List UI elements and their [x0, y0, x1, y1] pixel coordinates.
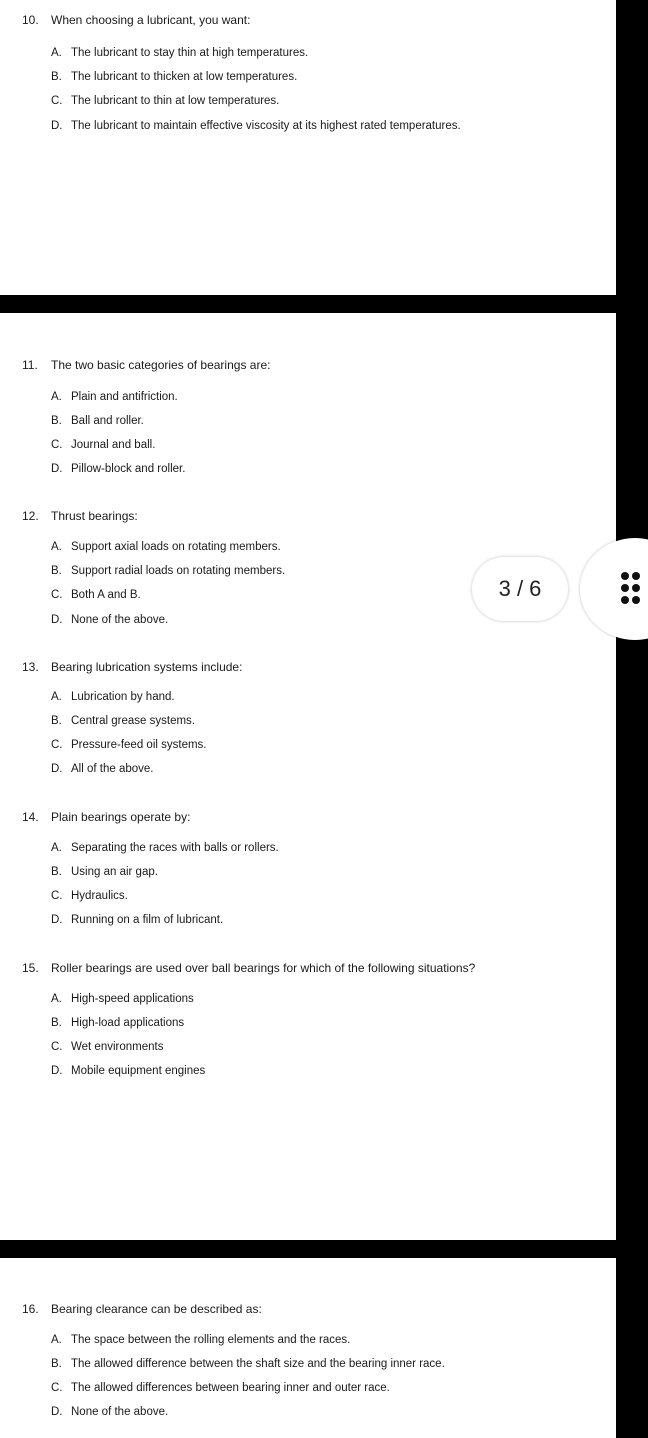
option-b: B. Central grease systems. — [51, 715, 195, 727]
option-b: B. Ball and roller. — [51, 415, 144, 427]
page-indicator-label: 3 / 6 — [498, 576, 542, 601]
question-text: 13. Bearing lubrication systems include: — [22, 660, 243, 674]
document-page-1 — [0, 0, 616, 295]
option-b: B. The lubricant to thicken at low temperatures. — [51, 71, 298, 83]
option-c: C. The allowed differences between bearing inner and outer race. — [51, 1382, 390, 1394]
option-c: C. Hydraulics. — [51, 890, 128, 902]
document-page-2 — [0, 313, 616, 1240]
option-c: C. Both A and B. — [51, 589, 141, 601]
option-a: A. The space between the rolling elements and the races. — [51, 1334, 351, 1346]
page-indicator[interactable] — [472, 557, 568, 621]
option-b: B. Support radial loads on rotating members. — [51, 565, 286, 577]
option-d: D. Running on a film of lubricant. — [51, 914, 224, 926]
option-c: C. The lubricant to thin at low temperatures. — [51, 95, 280, 107]
option-b: B. Using an air gap. — [51, 866, 158, 878]
option-b: B. The allowed difference between the shaft size and the bearing inner race. — [51, 1358, 445, 1370]
option-d: D. None of the above. — [51, 614, 169, 626]
option-a: A. Separating the races with balls or rollers. — [51, 842, 279, 854]
question-text: 12. Thrust bearings: — [22, 509, 138, 523]
option-a: A. Support axial loads on rotating members. — [51, 541, 281, 553]
option-c: C. Pressure-feed oil systems. — [51, 739, 207, 751]
question-text: 15. Roller bearings are used over ball bearings for which of the following situations? — [22, 961, 476, 975]
option-d: D. All of the above. — [51, 763, 154, 775]
question-text: 11. The two basic categories of bearings are: — [22, 358, 271, 372]
option-a: A. Plain and antifriction. — [51, 391, 178, 403]
document-page-3 — [0, 1258, 616, 1438]
question-text: 14. Plain bearings operate by: — [22, 810, 191, 824]
option-d: D. Pillow-block and roller. — [51, 463, 186, 475]
option-a: A. High-speed applications — [51, 993, 194, 1005]
question-text: 16. Bearing clearance can be described as: — [22, 1302, 262, 1316]
option-b: B. High-load applications — [51, 1017, 185, 1029]
option-c: C. Wet environments — [51, 1041, 164, 1053]
option-d: D. The lubricant to maintain effective viscosity at its highest rated temperatures. — [51, 120, 461, 132]
option-d: D. None of the above. — [51, 1406, 169, 1418]
question-text: 10. When choosing a lubricant, you want: — [22, 13, 251, 27]
option-a: A. Lubrication by hand. — [51, 691, 175, 703]
option-d: D. Mobile equipment engines — [51, 1065, 206, 1077]
option-c: C. Journal and ball. — [51, 439, 156, 451]
option-a: A. The lubricant to stay thin at high temperatures. — [51, 47, 309, 59]
